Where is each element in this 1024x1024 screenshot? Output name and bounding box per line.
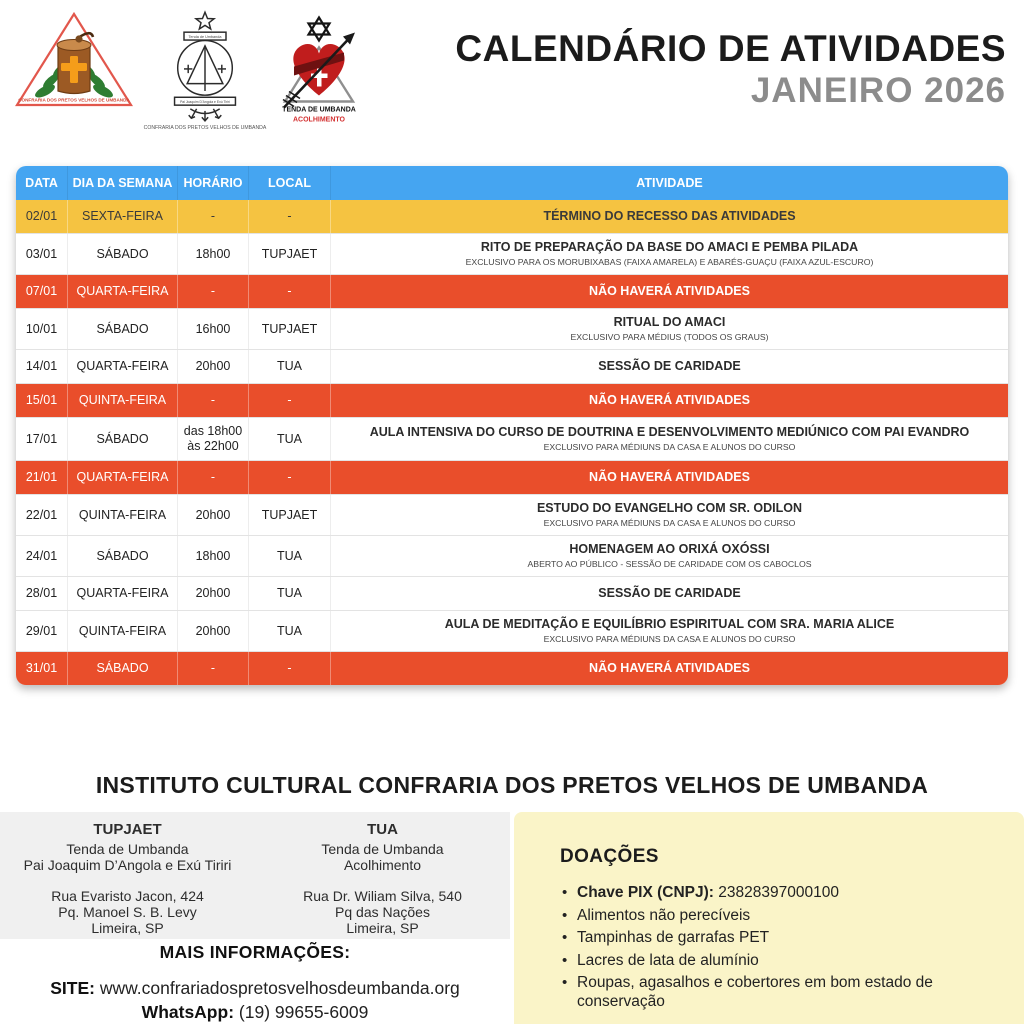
cell-atividade: [331, 418, 1008, 460]
cell-horario: -: [178, 200, 249, 233]
cell-dia-da-semana: SÁBADO: [68, 418, 178, 460]
donation-item: [560, 929, 980, 948]
cell-dia-da-semana: SEXTA-FEIRA: [68, 200, 178, 233]
cell-atividade: [331, 461, 1008, 494]
confraria-triangle-logo-art: [12, 10, 136, 112]
cell-local: -: [249, 652, 331, 685]
table-header: [16, 166, 1008, 200]
table-row: [16, 576, 1008, 610]
activity-title: RITO DE PREPARAÇÃO DA BASE DO AMACI E PEMBA PILADA: [480, 240, 859, 254]
activity-title: HOMENAGEM AO ORIXÁ OXÓSSI: [569, 542, 770, 556]
table-body: [16, 200, 1008, 685]
cell-dia-da-semana: QUINTA-FEIRA: [68, 495, 178, 535]
donation-item-text: Alimentos não perecíveis: [577, 906, 751, 924]
cell-data: 03/01: [16, 234, 68, 274]
table-row: [16, 651, 1008, 685]
activity-title: NÃO HAVERÁ ATIVIDADES: [589, 283, 750, 298]
column-header-horario: HORÁRIO: [178, 166, 249, 200]
cell-local: TUA: [249, 418, 331, 460]
cell-atividade: [331, 577, 1008, 610]
location-tua: [255, 812, 510, 939]
ponto-riscado-logo-art: [142, 10, 268, 131]
column-header-atividade: ATIVIDADE: [636, 176, 703, 190]
cell-dia-da-semana: QUARTA-FEIRA: [68, 577, 178, 610]
logo3-caption-line2: ACOLHIMENTO: [293, 116, 345, 124]
donation-item-text: Lacres de lata de alumínio: [577, 951, 759, 969]
cell-atividade: [331, 309, 1008, 349]
cell-local: -: [249, 384, 331, 417]
cell-local: TUA: [249, 536, 331, 576]
cell-data: 29/01: [16, 611, 68, 651]
donation-item-label: Chave PIX (CNPJ):: [577, 884, 714, 901]
table-row: [16, 233, 1008, 274]
cell-atividade: [331, 200, 1008, 233]
cell-atividade: [331, 611, 1008, 651]
cell-data: 22/01: [16, 495, 68, 535]
table-row: [16, 383, 1008, 417]
location-name: TUA: [367, 821, 398, 838]
cell-dia-da-semana: QUINTA-FEIRA: [68, 384, 178, 417]
cell-local: TUPJAET: [249, 495, 331, 535]
activity-subtitle: EXCLUSIVO PARA MÉDIUNS DA CASA E ALUNOS DO CURSO: [543, 518, 796, 528]
page-title: CALENDÁRIO DE ATIVIDADES: [455, 28, 1006, 69]
table-row: [16, 274, 1008, 308]
activity-title: NÃO HAVERÁ ATIVIDADES: [589, 392, 750, 407]
logo-strip: [12, 10, 364, 136]
cell-data: 02/01: [16, 200, 68, 233]
cell-data: 21/01: [16, 461, 68, 494]
activity-title: SESSÃO DE CARIDADE: [598, 358, 741, 373]
activity-title: TÉRMINO DO RECESSO DAS ATIVIDADES: [543, 208, 796, 223]
cell-local: TUA: [249, 577, 331, 610]
donations-title: DOAÇÕES: [560, 846, 659, 867]
cell-data: 15/01: [16, 384, 68, 417]
location-name: TUPJAET: [93, 821, 162, 838]
activity-title: NÃO HAVERÁ ATIVIDADES: [589, 660, 750, 675]
column-header-dia: DIA DA SEMANA: [68, 166, 178, 200]
logo2-caption: CONFRARIA DOS PRETOS VELHOS DE UMBANDA: [143, 124, 267, 131]
institute-title: INSTITUTO CULTURAL CONFRARIA DOS PRETOS VELHOS DE UMBANDA: [95, 772, 929, 798]
page-subtitle: JANEIRO 2026: [750, 70, 1006, 110]
cell-local: -: [249, 275, 331, 308]
donations-list: [560, 884, 994, 1011]
activity-subtitle: EXCLUSIVO PARA MÉDIUNS DA CASA E ALUNOS DO CURSO: [543, 634, 796, 644]
activity-title: NÃO HAVERÁ ATIVIDADES: [589, 469, 750, 484]
activity-title: AULA INTENSIVA DO CURSO DE DOUTRINA E DESENVOLVIMENTO MEDIÚNICO COM PAI EVANDRO: [369, 425, 970, 439]
cell-horario: 18h00: [178, 536, 249, 576]
location-line: Tenda de Umbanda: [66, 841, 189, 857]
cell-horario: -: [178, 275, 249, 308]
donation-item: [560, 884, 980, 903]
cell-local: TUA: [249, 611, 331, 651]
location-line: Pai Joaquim D’Angola e Exú Tiriri: [23, 857, 232, 873]
address-line: Pq. Manoel S. B. Levy: [58, 904, 197, 920]
address-line: Rua Dr. Wiliam Silva, 540: [303, 888, 462, 904]
cell-atividade: [331, 536, 1008, 576]
cell-atividade: [331, 234, 1008, 274]
ponto-riscado-logo: [142, 10, 268, 136]
donation-item-text: 23828397000100: [713, 884, 839, 901]
cell-horario: 20h00: [178, 495, 249, 535]
table-row: [16, 200, 1008, 233]
activity-title: RITUAL DO AMACI: [613, 315, 726, 329]
locations-panel: [0, 812, 510, 939]
cell-local: -: [249, 200, 331, 233]
cell-horario: 20h00: [178, 611, 249, 651]
cell-horario: -: [178, 652, 249, 685]
location-tupjaet: [0, 812, 255, 939]
site-url: www.confrariadospretosvelhosdeumbanda.org: [99, 978, 460, 998]
cell-data: 17/01: [16, 418, 68, 460]
donation-item: [560, 907, 980, 926]
site-label: SITE:: [50, 978, 95, 998]
donation-item: [560, 974, 980, 1011]
table-row: [16, 417, 1008, 460]
cell-atividade: [331, 495, 1008, 535]
address-line: Limeira, SP: [346, 920, 419, 936]
logo2-label-top: Tenda de Umbanda: [188, 34, 222, 39]
table-row: [16, 535, 1008, 576]
cell-dia-da-semana: QUINTA-FEIRA: [68, 611, 178, 651]
cell-data: 28/01: [16, 577, 68, 610]
more-info-heading: MAIS INFORMAÇÕES:: [159, 942, 351, 962]
logo3-caption-line1: TENDA DE UMBANDA: [282, 106, 356, 114]
cell-horario: -: [178, 384, 249, 417]
location-line: Tenda de Umbanda: [321, 841, 444, 857]
site-line: [0, 976, 510, 1000]
cell-horario: 16h00: [178, 309, 249, 349]
table-row: [16, 460, 1008, 494]
cell-dia-da-semana: SÁBADO: [68, 309, 178, 349]
cell-dia-da-semana: QUARTA-FEIRA: [68, 350, 178, 383]
more-info-block: [0, 942, 510, 1024]
table-row: [16, 610, 1008, 651]
activity-subtitle: ABERTO AO PÚBLICO - SESSÃO DE CARIDADE COM OS CABOCLOS: [527, 559, 812, 569]
whatsapp-label: WhatsApp:: [141, 1002, 235, 1022]
cell-horario: 20h00: [178, 350, 249, 383]
cell-horario: das 18h00 às 22h00: [178, 418, 249, 460]
logo2-label-bottom: Pai Joaquim D’Angola e Exú Tiriri: [180, 100, 230, 105]
whatsapp-line: [0, 1000, 510, 1024]
cell-data: 10/01: [16, 309, 68, 349]
tenda-acolhimento-logo: [274, 10, 364, 130]
address-line: Rua Evaristo Jacon, 424: [51, 888, 204, 904]
title-block: [455, 28, 1006, 111]
cell-horario: 18h00: [178, 234, 249, 274]
cell-data: 14/01: [16, 350, 68, 383]
cell-dia-da-semana: QUARTA-FEIRA: [68, 461, 178, 494]
address-line: Limeira, SP: [91, 920, 164, 936]
location-address: [255, 888, 510, 936]
cell-atividade: [331, 384, 1008, 417]
activity-title: SESSÃO DE CARIDADE: [598, 585, 741, 600]
column-header-data: DATA: [16, 166, 68, 200]
cell-data: 24/01: [16, 536, 68, 576]
activities-table: [16, 166, 1008, 685]
donations-panel: [514, 812, 1024, 1024]
cell-local: -: [249, 461, 331, 494]
cell-atividade: [331, 350, 1008, 383]
address-line: Pq das Nações: [335, 904, 430, 920]
cell-data: 31/01: [16, 652, 68, 685]
cell-dia-da-semana: SÁBADO: [68, 234, 178, 274]
cell-horario: -: [178, 461, 249, 494]
cell-local: TUPJAET: [249, 309, 331, 349]
cell-atividade: [331, 652, 1008, 685]
cell-local: TUPJAET: [249, 234, 331, 274]
cell-horario: 20h00: [178, 577, 249, 610]
activity-subtitle: EXCLUSIVO PARA OS MORUBIXABAS (FAIXA AMARELA) E ABARÉS-GUAÇU (FAIXA AZUL-ESCURO): [465, 257, 874, 267]
column-header-local: LOCAL: [249, 166, 331, 200]
location-address: [0, 888, 255, 936]
donation-item-text: Tampinhas de garrafas PET: [577, 929, 770, 946]
activity-subtitle: EXCLUSIVO PARA MÉDIUS (TODOS OS GRAUS): [570, 332, 769, 342]
activity-subtitle: EXCLUSIVO PARA MÉDIUNS DA CASA E ALUNOS DO CURSO: [543, 442, 796, 452]
table-row: [16, 494, 1008, 535]
logo1-caption: CONFRARIA DOS PRETOS VELHOS DE UMBANDA: [18, 97, 130, 103]
cell-dia-da-semana: SÁBADO: [68, 652, 178, 685]
location-line: Acolhimento: [343, 857, 422, 873]
whatsapp-number: (19) 99655-6009: [238, 1002, 369, 1022]
cell-data: 07/01: [16, 275, 68, 308]
table-row: [16, 308, 1008, 349]
donation-item-text: Roupas, agasalhos e cobertores em bom estado de conservação: [577, 974, 933, 1010]
activity-title: ESTUDO DO EVANGELHO COM SR. ODILON: [536, 501, 803, 515]
activity-title: AULA DE MEDITAÇÃO E EQUILÍBRIO ESPIRITUAL COM SRA. MARIA ALICE: [444, 617, 895, 631]
donation-item: [560, 952, 980, 971]
cell-dia-da-semana: QUARTA-FEIRA: [68, 275, 178, 308]
cell-dia-da-semana: SÁBADO: [68, 536, 178, 576]
confraria-triangle-logo: [12, 10, 136, 117]
tenda-acolhimento-logo-art: [274, 10, 364, 125]
table-row: [16, 349, 1008, 383]
cell-atividade: [331, 275, 1008, 308]
cell-local: TUA: [249, 350, 331, 383]
